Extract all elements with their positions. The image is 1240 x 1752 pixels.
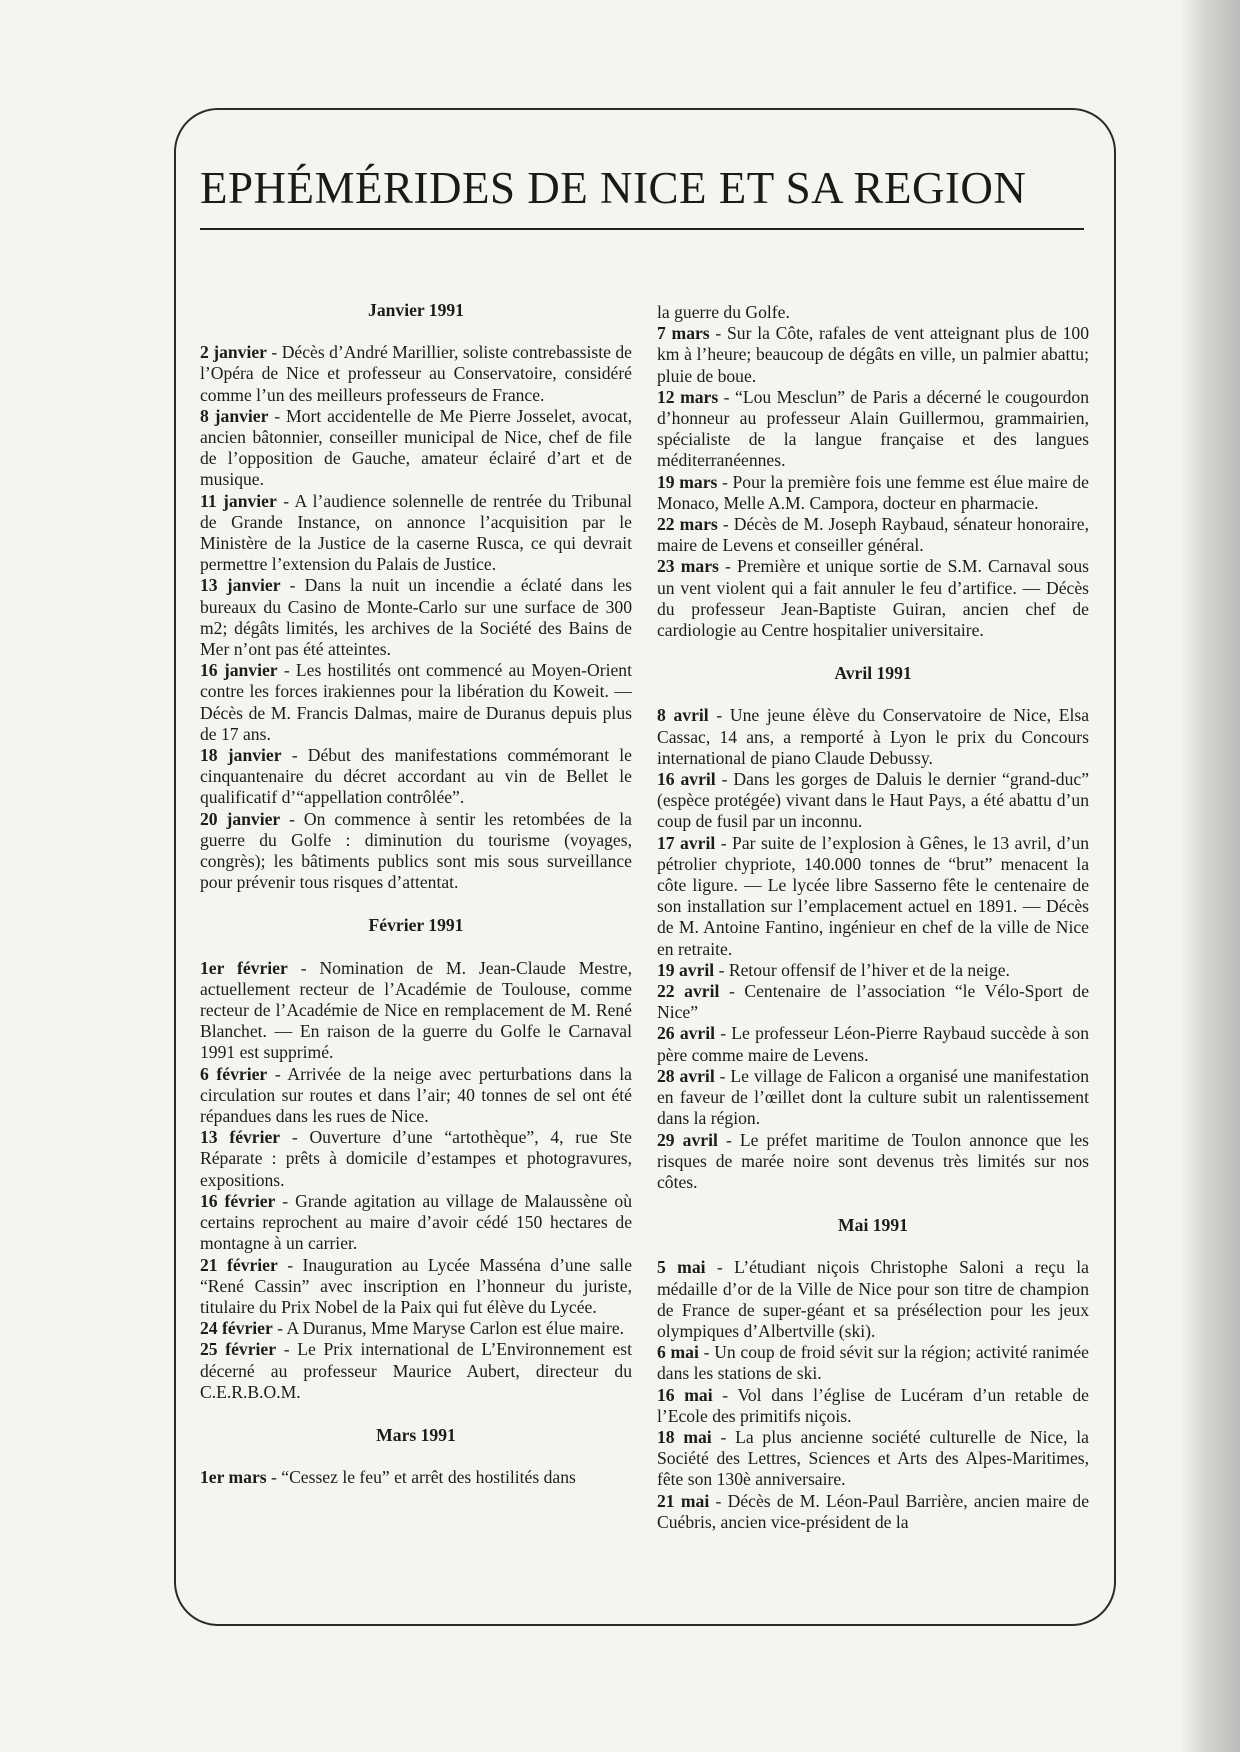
month-heading-fevrier: Février 1991 [368, 915, 464, 936]
entry-text: - Arrivée de la neige avec perturbations dans la circulation sur routes et dans l’air; 40 tonnes de sel ont été répandues dans les rues de Nice. [200, 1063, 632, 1127]
entry-text: - Début des manifestations commémorant le cinquantenaire du décret accordant au vin de Bellet le qualificatif d’“appellation contrôlée”. [200, 745, 632, 808]
entry [200, 1064, 632, 1128]
mars-entries [657, 323, 1089, 641]
entry-date: 8 avril [657, 705, 709, 726]
entry [200, 1255, 632, 1319]
entry-text: - Centenaire de l’association “le Vélo-Sport de Nice” [657, 981, 1089, 1023]
entry-date: 22 avril [657, 981, 720, 1002]
entry-date: 7 mars [657, 323, 710, 344]
entry [657, 1130, 1089, 1194]
entry-text: - On commence à sentir les retombées de la guerre du Golfe : diminution du tourisme (voyages, congrès); les bâtiments publics sont mis sous surveillance pour prévenir tous risques d’attentat. [200, 808, 632, 893]
entry-continuation: la guerre du Golfe. [657, 302, 790, 322]
entry-date: 13 février [200, 1127, 281, 1148]
entry-date: 5 mai [657, 1257, 706, 1278]
entry-date: 18 mai [657, 1426, 712, 1447]
entry [200, 406, 632, 491]
left-column [200, 300, 632, 1488]
entry-text: - L’étudiant niçois Christophe Saloni a reçu la médaille d’or de la Ville de Nice pour son titre de champion de France de super-géant et sa présélection pour les jeux olympiques d’Albertville (ski). [657, 1257, 1089, 1341]
entry-text: - Décès de M. Joseph Raybaud, sénateur honoraire, maire de Levens et conseiller général. [657, 514, 1089, 556]
entry [657, 1023, 1089, 1065]
entry [200, 491, 632, 576]
entry-text: - Inauguration au Lycée Masséna d’une salle “René Cassin” avec inscription en l’honneur du juriste, titulaire du Prix Nobel de la Paix qui fut élève du Lycée. [200, 1254, 632, 1317]
entry-text: - Un coup de froid sévit sur la région; activité ranimée dans les stations de ski. [657, 1342, 1089, 1384]
entry-date: 21 février [200, 1254, 278, 1275]
entry [200, 660, 632, 745]
entry-date: 25 février [200, 1339, 277, 1360]
entry-date: 8 janvier [200, 405, 269, 426]
month-heading-janvier: Janvier 1991 [368, 300, 464, 320]
entry [657, 1066, 1089, 1130]
entry-text: - Par suite de l’explosion à Gênes, le 13 avril, d’un pétrolier chypriote, 140.000 tonnes de “brut” menacent la côte ligure. — Le lycée libre Sasserno fête le centenaire de son installation sur l’emplacement actuel en 1891. — Décès de M. Antoine Fantino, ingénieur en chef de la ville de Nice en retraite. [657, 832, 1090, 959]
entry-date: 2 janvier [200, 342, 267, 363]
entry-text: - Le village de Falicon a organisé une manifestation en faveur de l’œillet dont la culture subit un ralentissement dans la région. [657, 1065, 1089, 1129]
entry [657, 556, 1089, 641]
entry-date: 18 janvier [200, 745, 282, 766]
entry [657, 833, 1089, 960]
entry-text: - “Lou Mesclun” de Paris a décerné le cougourdon d’honneur au professeur Alain Guillermou, grammairien, spécialiste de la langue française et des langues méditerranéennes. [657, 386, 1089, 471]
avril-entries [657, 705, 1089, 1193]
entry [657, 960, 1089, 981]
entry-date: 13 janvier [200, 575, 281, 596]
entry-text: - Le préfet maritime de Toulon annonce que les risques de marée noire sont devenus très limités sur nos côtes. [657, 1129, 1089, 1192]
entry-date: 16 février [200, 1190, 276, 1211]
entry-date: 6 février [200, 1063, 268, 1084]
mai-entries [657, 1257, 1089, 1533]
entry [657, 323, 1089, 387]
entry-text: - Le professeur Léon-Pierre Raybaud succède à son père comme maire de Levens. [657, 1023, 1089, 1065]
entry [200, 1467, 632, 1488]
entry [200, 958, 632, 1064]
entry [657, 472, 1089, 514]
entry-text: - Les hostilités ont commencé au Moyen-Orient contre les forces irakiennes pour la libération du Koweit. — Décès de M. Francis Dalmas, maire de Duranus depuis plus de 17 ans. [200, 660, 632, 744]
entry-date: 16 janvier [200, 660, 278, 681]
month-heading-mai: Mai 1991 [838, 1215, 908, 1236]
entry-date: 24 février [200, 1318, 273, 1339]
month-heading-mars: Mars 1991 [376, 1424, 456, 1445]
entry-text: - Première et unique sortie de S.M. Carnaval sous un vent violent qui a fait annuler le feu d’artifice. — Décès du professeur Jean-Baptiste Guiran, ancien chef de cardiologie au Centre hospitalier universitaire. [657, 556, 1089, 641]
entry-text: - Ouverture d’une “artothèque”, 4, rue Ste Réparate : prêts à domicile d’estampes et photogravures, expositions. [200, 1127, 632, 1190]
entry-date: 19 mars [657, 471, 718, 492]
entry-text: - A Duranus, Mme Maryse Carlon est élue maire. [272, 1318, 625, 1339]
entry [200, 745, 632, 809]
entry-text: - Retour offensif de l’hiver et de la neige. [714, 959, 1010, 980]
entry [657, 1257, 1089, 1342]
entry-date: 20 janvier [200, 808, 281, 829]
entry [657, 514, 1089, 556]
entry-date: 19 avril [657, 959, 715, 980]
entry-date: 21 mai [657, 1490, 710, 1511]
entry-text: - “Cessez le feu” et arrêt des hostilités dans [266, 1467, 576, 1488]
right-column [657, 302, 1089, 1533]
entry-date: 28 avril [657, 1065, 715, 1086]
entry [200, 342, 632, 406]
entry-text: - Nomination de M. Jean-Claude Mestre, actuellement recteur de l’Académie de Toulouse, comme recteur de l’Académie de Nice en remplacement de M. René Blanchet. — En raison de la guerre du Golfe le Carnaval 1991 est supprimé. [200, 957, 632, 1063]
entry [657, 981, 1089, 1023]
entry-date: 6 mai [657, 1342, 699, 1363]
entry [657, 705, 1089, 769]
entry [200, 1191, 632, 1255]
entry-date: 17 avril [657, 832, 716, 853]
entry-date: 23 mars [657, 556, 719, 577]
entry [657, 769, 1089, 833]
entry-text: - Vol dans l’église de Lucéram d’un retable de l’Ecole des primitifs niçois. [657, 1384, 1089, 1426]
entry-date: 16 mai [657, 1384, 713, 1405]
entry [200, 809, 632, 894]
entry-text: - Pour la première fois une femme est élue maire de Monaco, Melle A.M. Campora, docteur en pharmacie. [657, 471, 1089, 513]
entry [657, 1385, 1089, 1427]
entry-date: 1er mars [200, 1467, 267, 1488]
entry-text: - Dans les gorges de Daluis le dernier “grand-duc” (espèce protégée) vivant dans le Haut Pays, a été abattu d’un coup de fusil par un inconnu. [657, 769, 1089, 832]
title-rule [200, 228, 1084, 230]
fevrier-entries [200, 958, 632, 1403]
entry [200, 1339, 632, 1403]
entry-text: - Grande agitation au village de Malaussène où certains reprochent au maire d’avoir cédé 150 hectares de montagne à un carrier. [200, 1190, 632, 1254]
entry-text: - Décès de M. Léon-Paul Barrière, ancien maire de Cuébris, ancien vice-président de la [657, 1490, 1089, 1532]
entry-text: - Sur la Côte, rafales de vent atteignant plus de 100 km à l’heure; beaucoup de dégâts en ville, un palmier abattu; pluie de boue. [657, 323, 1089, 386]
entry [657, 387, 1089, 472]
entry-text: - Une jeune élève du Conservatoire de Nice, Elsa Cassac, 14 ans, a remporté à Lyon le prix du Concours international de piano Claude Debussy. [657, 705, 1090, 768]
janvier-entries [200, 342, 632, 893]
entry [657, 1342, 1089, 1384]
entry-date: 12 mars [657, 386, 719, 407]
entry-date: 22 mars [657, 514, 718, 535]
entry-text: - Décès d’André Marillier, soliste contrebassiste de l’Opéra de Nice et professeur au Conservatoire, considéré comme l’un des meilleurs professeurs de France. [200, 342, 632, 405]
entry-date: 1er février [200, 957, 288, 978]
entry-text: - La plus ancienne société culturelle de Nice, la Société des Lettres, Sciences et Arts des Alpes-Maritimes, fête son 130è anniversaire. [657, 1426, 1089, 1490]
entry [200, 1127, 632, 1191]
entry [200, 1318, 632, 1339]
entry [657, 1491, 1089, 1533]
entry-text: - A l’audience solennelle de rentrée du Tribunal de Grande Instance, on annonce l’acquisition par le Ministère de la Justice de la caserne Rusca, ce qui devrait permettre l’extension du Palais de Justice. [200, 490, 633, 575]
page-edge-shadow [1180, 0, 1240, 1752]
entry-date: 29 avril [657, 1129, 718, 1150]
month-heading-avril: Avril 1991 [834, 663, 912, 684]
entry-text: - Dans la nuit un incendie a éclaté dans les bureaux du Casino de Monte-Carlo sur une surface de 300 m2; dégâts limités, les archives de la Société des Bains de Mer n’ont pas été atteintes. [200, 575, 632, 660]
entry-text: - Le Prix international de L’Environnement est décerné au professeur Maurice Aubert, directeur du C.E.R.B.O.M. [200, 1339, 632, 1402]
entry-date: 16 avril [657, 769, 716, 790]
entry [200, 575, 632, 660]
entry-date: 11 janvier [200, 490, 277, 511]
entry-date: 26 avril [657, 1023, 715, 1044]
entry-text: - Mort accidentelle de Me Pierre Josselet, avocat, ancien bâtonnier, conseiller municipal de Nice, chef de file de l’opposition de Gauche, amateur éclairé d’art et de musique. [200, 405, 632, 490]
page-title: EPHÉMÉRIDES DE NICE ET SA REGION [200, 163, 1027, 213]
entry [657, 1427, 1089, 1491]
